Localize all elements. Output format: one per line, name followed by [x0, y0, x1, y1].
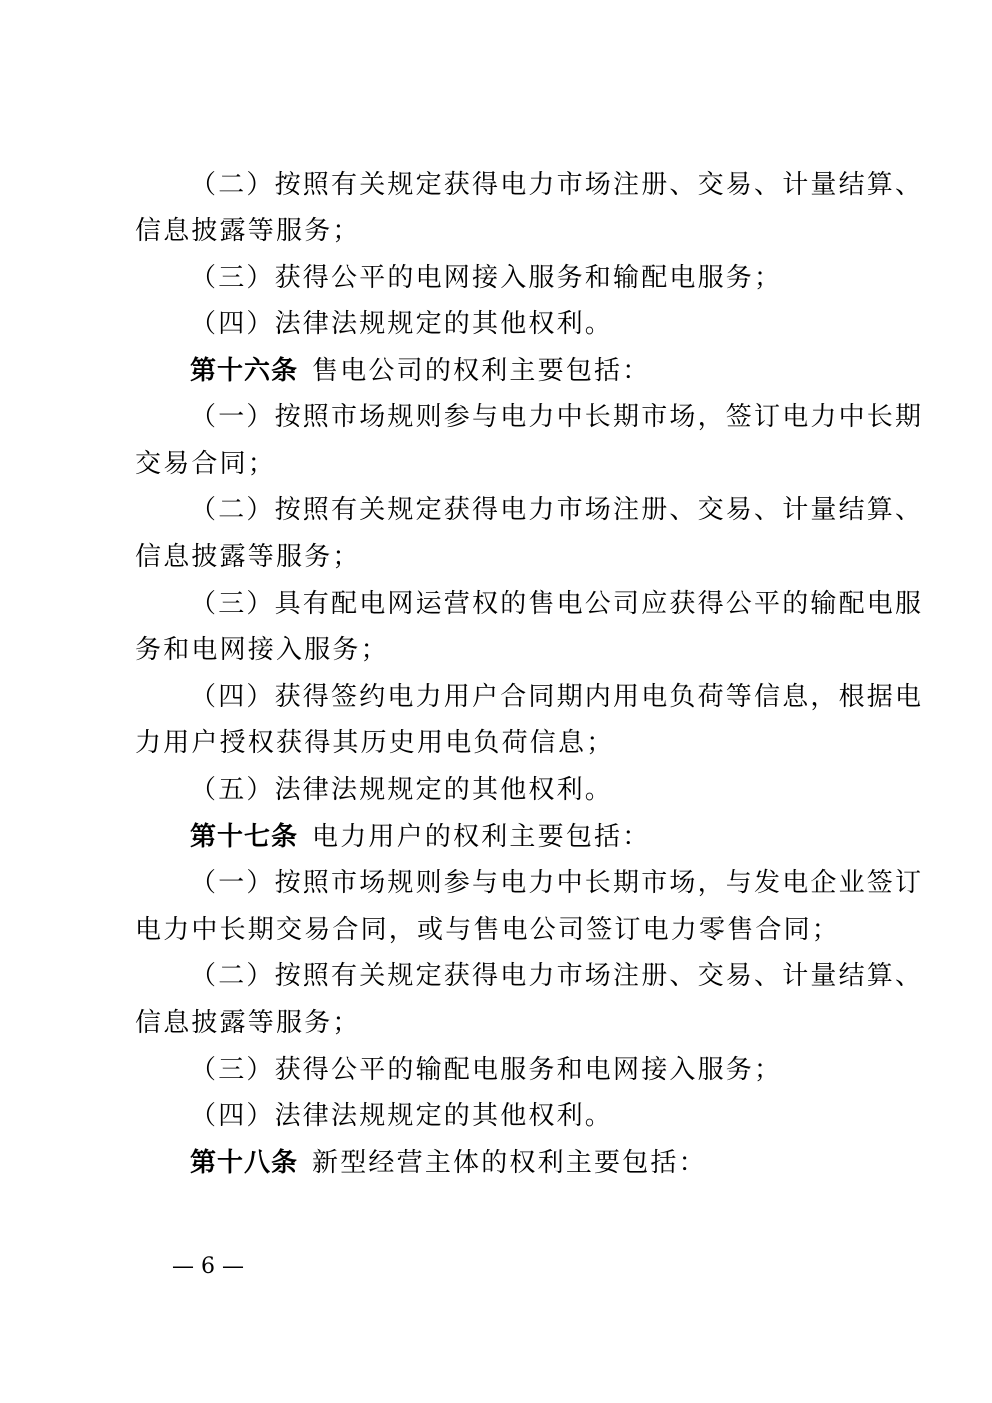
article-number: 第十六条 [190, 356, 299, 386]
paragraph-line [0, 913, 992, 947]
line-text: 信息披露等服务； [135, 542, 361, 572]
line-text: 售电公司的权利主要包括： [312, 356, 651, 386]
line-text: （四）获得签约电力用户合同期内用电负荷等信息，根据电 [190, 682, 924, 712]
line-text: （三）获得公平的输配电服务和电网接入服务； [190, 1055, 783, 1085]
paragraph-line [0, 400, 992, 434]
article-18-heading [0, 1146, 992, 1180]
line-text: 电力中长期交易合同，或与售电公司签订电力零售合同； [135, 915, 841, 945]
line-text: 务和电网接入服务； [135, 635, 389, 665]
page-number: — 6 — [172, 1254, 244, 1279]
line-text: （三）获得公平的电网接入服务和输配电服务； [190, 263, 783, 293]
paragraph-line [0, 214, 992, 248]
paragraph-line [0, 168, 992, 202]
line-text: （一）按照市场规则参与电力中长期市场，与发电企业签订 [190, 868, 924, 898]
line-text: （三）具有配电网运营权的售电公司应获得公平的输配电服 [190, 589, 924, 619]
paragraph-line [0, 959, 992, 993]
article-17-heading [0, 820, 992, 854]
line-text: 信息披露等服务； [135, 216, 361, 246]
paragraph-line [0, 633, 992, 667]
paragraph-line [0, 773, 992, 807]
article-16-heading [0, 354, 992, 388]
paragraph-line [0, 726, 992, 760]
article-number: 第十八条 [190, 1148, 299, 1178]
article-number: 第十七条 [190, 822, 299, 852]
paragraph-line [0, 866, 992, 900]
paragraph-line [0, 587, 992, 621]
line-text: 电力用户的权利主要包括： [312, 822, 651, 852]
paragraph-line [0, 261, 992, 295]
line-text: （二）按照有关规定获得电力市场注册、交易、计量结算、 [190, 170, 924, 200]
line-text: （二）按照有关规定获得电力市场注册、交易、计量结算、 [190, 495, 924, 525]
line-text: 交易合同； [135, 449, 277, 479]
line-text: （四）法律法规规定的其他权利。 [190, 309, 614, 339]
paragraph-line [0, 493, 992, 527]
paragraph-line [0, 680, 992, 714]
paragraph-line [0, 540, 992, 574]
line-text: 力用户授权获得其历史用电负荷信息； [135, 728, 615, 758]
line-text: （四）法律法规规定的其他权利。 [190, 1101, 614, 1131]
line-text: （五）法律法规规定的其他权利。 [190, 775, 614, 805]
paragraph-line [0, 1006, 992, 1040]
paragraph-line [0, 307, 992, 341]
paragraph-line [0, 447, 992, 481]
line-text: （二）按照有关规定获得电力市场注册、交易、计量结算、 [190, 961, 924, 991]
paragraph-line [0, 1099, 992, 1133]
line-text: 新型经营主体的权利主要包括： [312, 1148, 707, 1178]
line-text: （一）按照市场规则参与电力中长期市场，签订电力中长期 [190, 402, 924, 432]
paragraph-line [0, 1053, 992, 1087]
line-text: 信息披露等服务； [135, 1008, 361, 1038]
